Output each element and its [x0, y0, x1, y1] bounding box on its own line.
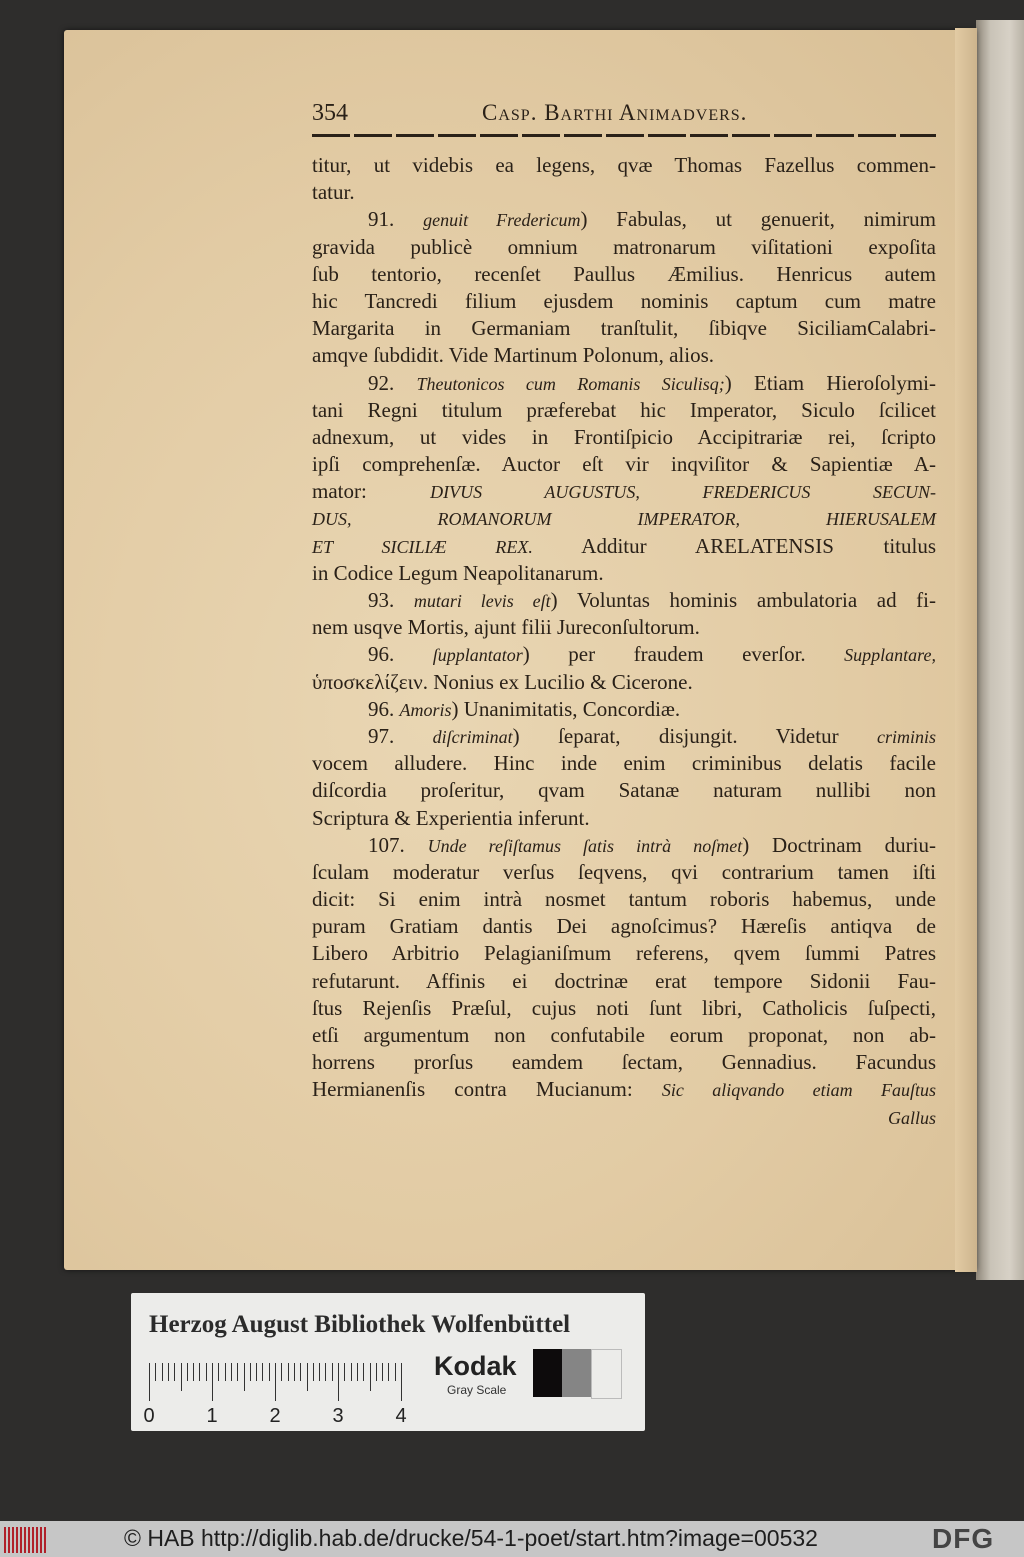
text-line [312, 451, 936, 478]
ruler-tick [351, 1363, 352, 1381]
header-rule [312, 134, 936, 137]
text-span: hic Tancredi filium ejusdem nominis captum cum matre [312, 288, 936, 313]
italic-text: DUS, ROMANORUM IMPERATOR, HIERUSALEM [312, 509, 936, 530]
next-page-edge [976, 20, 1024, 1280]
ruler-tick [275, 1363, 276, 1401]
text-line [312, 669, 936, 696]
text-span: ) Etiam Hieroſolymi- [724, 370, 936, 395]
ruler-tick [218, 1363, 219, 1381]
ruler-tick [338, 1363, 339, 1401]
text-line [312, 533, 936, 560]
ruler-tick [199, 1363, 200, 1381]
ruler-tick [269, 1363, 270, 1381]
ruler-tick [256, 1363, 257, 1381]
text-span: puram Gratiam dantis Dei agnoſcimus? Hæreſis antiqva de [312, 914, 936, 939]
text-span: ) per fraudem everſor. [522, 642, 845, 667]
text-span: 91. [368, 207, 424, 232]
italic-text: ET SICILIÆ REX. [312, 536, 533, 557]
ruler-tick [206, 1363, 207, 1381]
italic-text: Unde reſiſtamus ſatis intrà noſmet [427, 835, 743, 856]
ruler-tick [168, 1363, 169, 1381]
ruler-tick [294, 1363, 295, 1381]
dfg-logo: DFG [932, 1523, 995, 1554]
text-span: ipſi comprehenſæ. Auctor eſt vir inqviſitor & Sapientiæ A- [312, 452, 936, 477]
gray-scale-label: Gray Scale [447, 1383, 507, 1397]
text-line [312, 370, 936, 397]
ruler-tick [155, 1363, 156, 1381]
ruler-tick [332, 1363, 333, 1381]
text-span: 97. [368, 723, 433, 748]
ruler-tick [162, 1363, 163, 1381]
hab-logo-icon [4, 1527, 48, 1553]
text-line [312, 424, 936, 451]
page-number: 354 [312, 100, 348, 126]
page-gutter [955, 28, 977, 1272]
ruler-tick [281, 1363, 282, 1381]
text-line [312, 505, 936, 532]
text-span: ſub tentorio, recenſet Paullus Æmilius. Henricus autem [312, 261, 936, 286]
text-span: vocem alludere. Hinc inde enim criminibus delatis facile [312, 751, 936, 776]
ruler-tick [231, 1363, 232, 1381]
gray-swatch [533, 1349, 562, 1397]
text-line [312, 886, 936, 913]
text-span: Hermianenſis contra Mucianum: [312, 1077, 662, 1102]
ruler-label: 3 [332, 1405, 344, 1427]
text-line [312, 397, 936, 424]
italic-text: Theutonicos cum Romanis Siculisq; [416, 373, 725, 394]
text-span: refutarunt. Affinis ei doctrinæ erat tempore Sidonii Fau- [312, 968, 936, 993]
text-line [312, 179, 936, 206]
italic-text: Gallus [887, 1107, 936, 1128]
kodak-logo: Kodak [434, 1351, 517, 1381]
text-span: Margarita in Germaniam tranſtulit, ſibiqve SiciliamCalabri- [312, 316, 936, 341]
ruler-tick [307, 1363, 308, 1391]
text-span: 96. [368, 696, 400, 721]
text-line [312, 1022, 936, 1049]
text-line [312, 750, 936, 777]
text-line [312, 152, 936, 179]
text-span: tatur. [312, 180, 355, 205]
text-line [312, 587, 936, 614]
text-line [312, 1076, 936, 1103]
ruler-tick [363, 1363, 364, 1381]
text-span: tani Regni titulum præferebat hic Imperator, Siculo ſcilicet [312, 397, 936, 422]
ruler-tick [187, 1363, 188, 1381]
ruler-tick [250, 1363, 251, 1381]
ruler-tick [401, 1363, 402, 1401]
italic-text: diſcriminat [432, 726, 513, 747]
text-line [312, 234, 936, 261]
text-line [312, 261, 936, 288]
text-span: 107. [368, 832, 428, 857]
page-text [312, 152, 936, 1131]
text-span: ) ſeparat, disjungit. Videtur [512, 723, 877, 748]
text-span: diſcordia proſeritur, qvam Satanæ naturam nullibi non [312, 778, 936, 803]
italic-text: genuit Fredericum [423, 210, 581, 231]
text-line [312, 995, 936, 1022]
ruler-label: 2 [269, 1405, 281, 1427]
ruler-tick [357, 1363, 358, 1381]
text-line [312, 478, 936, 505]
text-line [312, 968, 936, 995]
italic-text: Supplantare, [844, 645, 936, 666]
ruler-tick [212, 1363, 213, 1401]
text-span: dicit: Si enim intrà nosmet tantum roboris habemus, unde [312, 887, 936, 912]
text-line [312, 206, 936, 233]
text-line [312, 1104, 936, 1131]
text-span: horrens prorſus eamdem ſectam, Gennadius. Facundus [312, 1050, 936, 1075]
ruler-tick [388, 1363, 389, 1381]
italic-text: DIVUS AUGUSTUS, FREDERICUS SECUN- [430, 482, 936, 503]
ruler-tick [325, 1363, 326, 1381]
italic-text: Sic aliqvando etiam Fauſtus [661, 1080, 936, 1101]
text-span: nem usqve Mortis, ajunt filii Jureconſultorum. [312, 615, 700, 640]
text-span: Scriptura & Experientia inferunt. [312, 805, 590, 830]
text-line [312, 342, 936, 369]
text-line [312, 832, 936, 859]
text-line [312, 913, 936, 940]
ruler-tick [319, 1363, 320, 1381]
text-line [312, 641, 936, 668]
italic-text: criminis [876, 726, 936, 747]
text-span: gravida publicè omnium matronarum viſitationi expoſita [312, 234, 936, 259]
ruler-tick [300, 1363, 301, 1381]
ruler-tick [149, 1363, 150, 1401]
text-span: Libero Arbitrio Pelagianiſmum referens, qvem ſummi Patres [312, 941, 936, 966]
text-span: titur, ut videbis ea legens, qvæ Thomas Fazellus commen- [312, 153, 936, 177]
ruler-label: 4 [395, 1405, 407, 1427]
ruler-scale [143, 1363, 409, 1427]
text-line [312, 859, 936, 886]
ruler-tick [193, 1363, 194, 1381]
ruler-tick [181, 1363, 182, 1391]
text-span: ) Doctrinam duriu- [742, 832, 936, 857]
ruler-tick [237, 1363, 238, 1381]
text-line [312, 723, 936, 750]
text-span: adnexum, ut vides in Frontiſpicio Accipitrariæ rei, ſcripto [312, 424, 936, 449]
text-span: ὑποσκελίζειν. Nonius ex Lucilio & Cicerone. [312, 669, 693, 694]
library-name: Herzog August Bibliothek Wolfenbüttel [149, 1311, 571, 1338]
text-span: ) Voluntas hominis ambulatoria ad fi- [550, 588, 937, 612]
text-span: ) Fabulas, ut genuerit, nimirum [580, 207, 937, 232]
italic-text: Amoris [399, 699, 452, 720]
text-line [312, 560, 936, 587]
ruler-tick [262, 1363, 263, 1381]
text-span: 93. [368, 588, 414, 612]
italic-text: mutari levis eſt [413, 591, 551, 611]
ruler-label: 0 [143, 1405, 155, 1427]
ruler-tick [370, 1363, 371, 1391]
text-span: 96. [368, 642, 433, 667]
ruler-tick [288, 1363, 289, 1381]
page-header [312, 100, 936, 130]
ruler-tick [382, 1363, 383, 1381]
text-span: amqve ſubdidit. Vide Martinum Polonum, alios. [312, 343, 714, 368]
ruler-tick [376, 1363, 377, 1381]
ruler-tick [395, 1363, 396, 1381]
ruler-tick [313, 1363, 314, 1381]
ruler-tick [244, 1363, 245, 1391]
text-line [312, 940, 936, 967]
text-line [312, 777, 936, 804]
text-line [312, 315, 936, 342]
text-line [312, 805, 936, 832]
text-line [312, 696, 936, 723]
text-span: etſi argumentum non confutabile eorum proponat, non ab- [312, 1023, 936, 1047]
ruler-label: 1 [206, 1405, 218, 1427]
color-calibration-card [131, 1293, 645, 1431]
text-line [312, 614, 936, 641]
text-line [312, 288, 936, 315]
footer-bar [0, 1521, 1024, 1557]
text-span: ) Unanimitatis, Concordiæ. [451, 696, 681, 721]
text-span: mator: [312, 479, 431, 504]
italic-text: ſupplantator [432, 645, 523, 666]
text-line [312, 1049, 936, 1076]
ruler-tick [225, 1363, 226, 1381]
copyright-url[interactable]: © HAB http://diglib.hab.de/drucke/54-1-poet/start.htm?image=00532 [124, 1525, 818, 1551]
text-span: Additur ARELATENSIS titulus [532, 533, 936, 558]
ruler-tick [174, 1363, 175, 1381]
text-span: ſculam moderatur verſus ſeqvens, qvi contrarium tamen iſti [312, 859, 936, 884]
text-span: ſtus Rejenſis Præſul, cujus noti ſunt libri, Catholicis ſuſpecti, [312, 995, 936, 1020]
text-span: 92. [368, 370, 417, 395]
gray-swatch [562, 1349, 591, 1397]
ruler-tick [344, 1363, 345, 1381]
text-span: in Codice Legum Neapolitanarum. [312, 560, 604, 585]
gray-swatch [591, 1349, 622, 1399]
running-head: Casp. Barthi Animadvers. [482, 100, 748, 125]
